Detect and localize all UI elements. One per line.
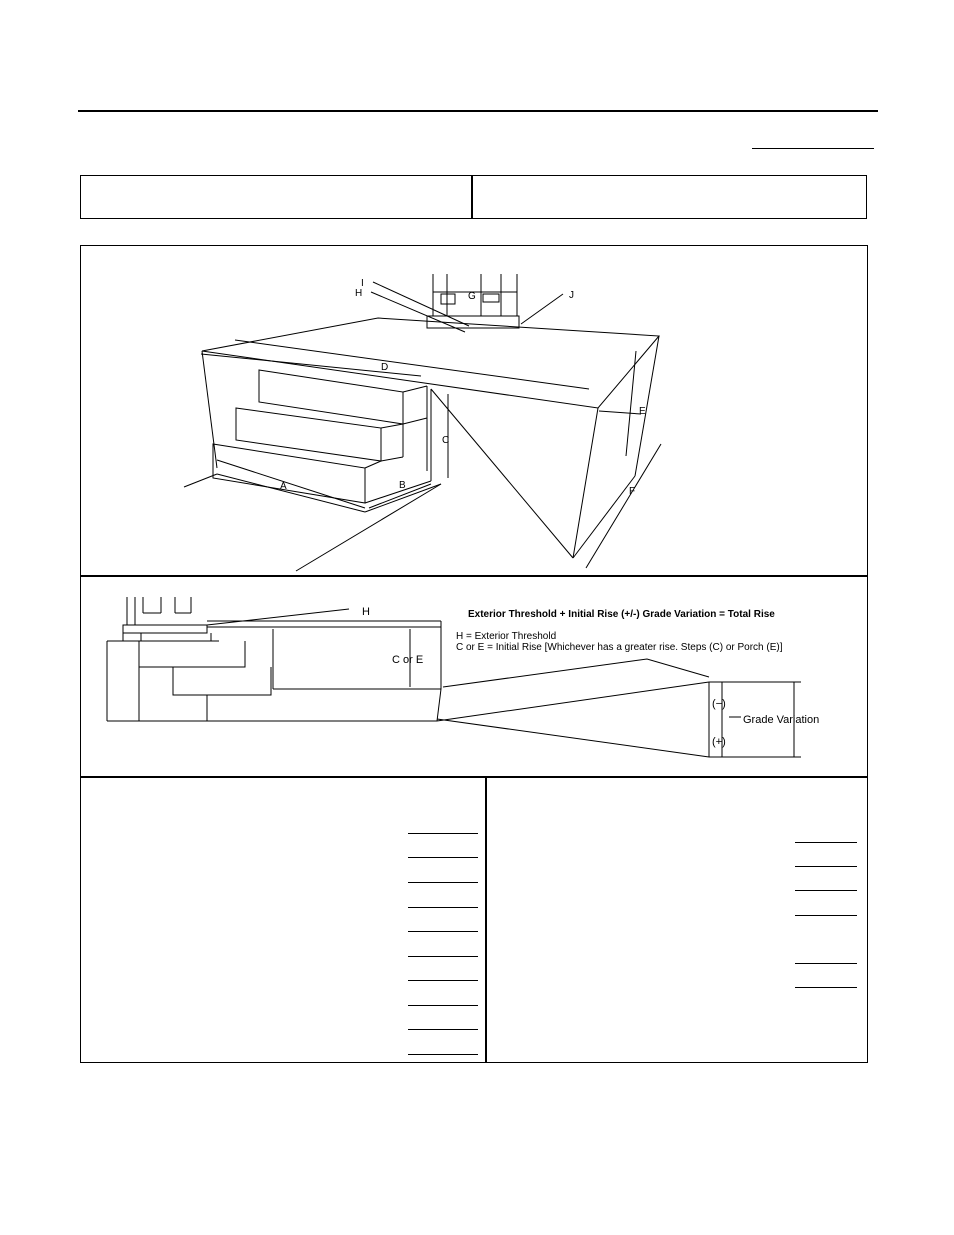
left-blank-2 xyxy=(408,857,478,858)
formula-text: Exterior Threshold + Initial Rise (+/-) Grade Variation = Total Rise xyxy=(468,609,775,620)
left-blank-5 xyxy=(408,931,478,932)
right-blank-1 xyxy=(795,842,857,843)
label-e: E xyxy=(639,406,646,417)
left-blank-1 xyxy=(408,833,478,834)
label-b: B xyxy=(399,480,406,491)
right-blank-3 xyxy=(795,890,857,891)
legend-h: H = Exterior Threshold xyxy=(456,631,557,642)
porch-steps-isometric-diagram xyxy=(81,246,867,574)
header-blank-line xyxy=(752,148,874,149)
label-i: I xyxy=(361,278,364,289)
label-d: D xyxy=(381,362,389,373)
header-rule xyxy=(78,110,878,112)
label-g: G xyxy=(468,291,476,302)
frame-divider-2 xyxy=(80,776,868,778)
total-rise-side-diagram xyxy=(81,577,867,775)
right-blank-5 xyxy=(795,963,857,964)
legend-c-or-e: C or E = Initial Rise [Whichever has a greater rise. Steps (C) or Porch (E)] xyxy=(456,642,783,653)
left-blank-4 xyxy=(408,907,478,908)
right-blank-4 xyxy=(795,915,857,916)
left-blank-7 xyxy=(408,980,478,981)
frame-column-divider xyxy=(485,776,487,1063)
grade-variation-label: Grade Variation xyxy=(743,714,820,726)
left-blank-10 xyxy=(408,1054,478,1055)
info-box-divider xyxy=(471,175,473,219)
left-blank-3 xyxy=(408,882,478,883)
minus-label: (−) xyxy=(712,698,726,710)
right-blank-6 xyxy=(795,987,857,988)
label-h: H xyxy=(355,288,363,299)
label-h-side: H xyxy=(362,606,370,618)
label-a: A xyxy=(280,481,287,492)
label-c-or-e: C or E xyxy=(392,654,424,666)
label-j: J xyxy=(569,290,574,301)
right-blank-2 xyxy=(795,866,857,867)
label-f: F xyxy=(629,486,636,497)
left-blank-6 xyxy=(408,956,478,957)
left-blank-8 xyxy=(408,1005,478,1006)
label-c: C xyxy=(442,435,450,446)
left-blank-9 xyxy=(408,1029,478,1030)
info-box xyxy=(80,175,867,219)
plus-label: (+) xyxy=(712,736,726,748)
